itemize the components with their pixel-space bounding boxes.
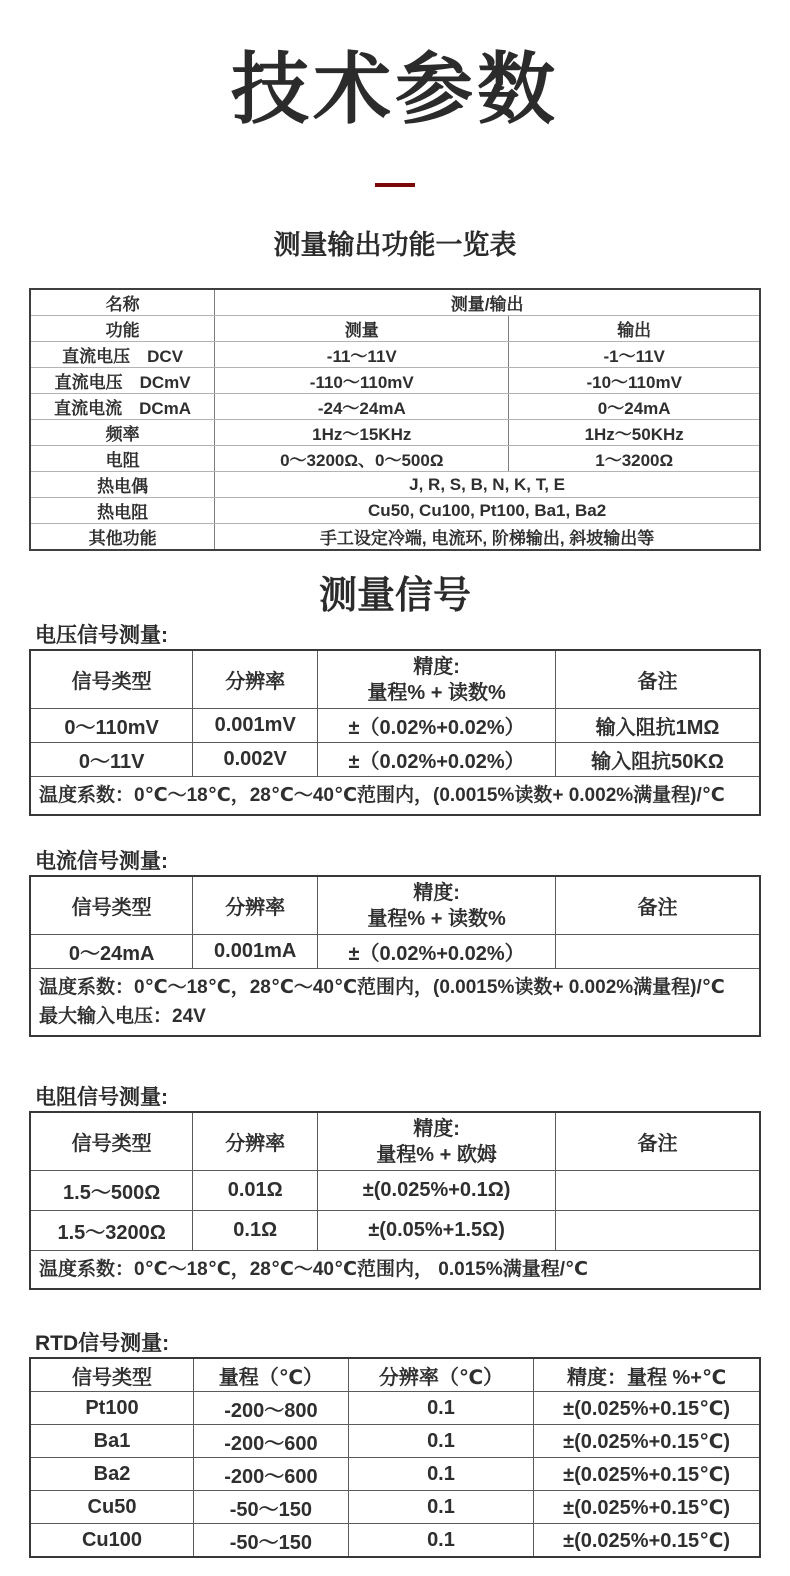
overview-table	[29, 288, 761, 551]
cell-resolution: 0.002V	[193, 743, 318, 777]
header-resolution: 分辨率	[193, 1112, 318, 1171]
header-accuracy-line2: 量程% + 读数%	[367, 907, 506, 930]
cell-signal-type: Pt100	[30, 1392, 194, 1425]
cell-signal-type: 0～11V	[30, 743, 193, 777]
overview-table-title: 测量输出功能一览表	[273, 230, 517, 260]
overview-cell-label: 热电阻	[30, 498, 215, 524]
table-row	[30, 394, 760, 420]
overview-cell-func: 功能	[30, 316, 215, 342]
header-signal-type: 信号类型	[30, 650, 193, 709]
current-table	[29, 875, 761, 1037]
table-row	[30, 446, 760, 472]
header-resolution: 分辨率（℃）	[348, 1358, 533, 1392]
cell-resolution: 0.001mA	[193, 935, 318, 969]
cell-resolution: 0.1	[348, 1491, 533, 1524]
overview-cell-measure: 1Hz～15KHz	[215, 420, 509, 446]
table-row	[30, 316, 760, 342]
overview-cell-label: 直流电压 DCV	[30, 342, 215, 368]
overview-cell-span-value: J, R, S, B, N, K, T, E	[215, 472, 760, 498]
cell-signal-type: 1.5～3200Ω	[30, 1211, 193, 1251]
table-row	[30, 368, 760, 394]
table-row	[30, 1524, 760, 1558]
table-row	[30, 1251, 760, 1290]
cell-accuracy: ±(0.05%+1.5Ω)	[318, 1211, 556, 1251]
footnote-line: 最大输入电压：24V	[39, 1006, 206, 1027]
overview-cell-label: 直流电压 DCmV	[30, 368, 215, 394]
cell-signal-type: 0～24mA	[30, 935, 193, 969]
cell-accuracy: ±（0.02%+0.02%）	[318, 935, 556, 969]
signals-heading: 测量信号	[318, 575, 471, 617]
cell-note: 输入阻抗1MΩ	[556, 709, 760, 743]
overview-cell-output: 0～24mA	[509, 394, 760, 420]
table-footnote	[30, 777, 760, 816]
overview-cell-label: 热电偶	[30, 472, 215, 498]
header-accuracy-line2: 量程% + 欧姆	[376, 1143, 497, 1166]
cell-resolution: 0.1	[348, 1392, 533, 1425]
overview-cell-name: 名称	[30, 289, 215, 316]
table-row	[30, 289, 760, 316]
overview-cell-value: 测量/输出	[215, 289, 760, 316]
table-row	[30, 935, 760, 969]
header-resolution: 分辨率	[193, 650, 318, 709]
red-divider	[375, 183, 415, 187]
overview-cell-label: 直流电流 DCmA	[30, 394, 215, 420]
footnote-line: 温度系数：0℃～18℃，28℃～40℃范围内，(0.0015%读数+ 0.002%满量程)/℃	[39, 785, 725, 806]
voltage-table	[29, 649, 761, 816]
cell-accuracy: ±(0.025%+0.15℃)	[534, 1458, 760, 1491]
header-signal-type: 信号类型	[30, 1358, 194, 1392]
header-signal-type: 信号类型	[30, 1112, 193, 1171]
overview-cell-measure: -24～24mA	[215, 394, 509, 420]
table-row	[30, 420, 760, 446]
table-row	[30, 1171, 760, 1211]
overview-cell-label: 电阻	[30, 446, 215, 472]
table-row	[30, 876, 760, 935]
overview-cell-label: 频率	[30, 420, 215, 446]
header-accuracy-line1: 精度:	[413, 1117, 460, 1140]
header-signal-type: 信号类型	[30, 876, 193, 935]
cell-range: -200～600	[194, 1458, 349, 1491]
header-accuracy-line1: 精度:	[413, 881, 460, 904]
cell-accuracy: ±（0.02%+0.02%）	[318, 709, 556, 743]
header-accuracy-line2: 量程% + 读数%	[367, 681, 506, 704]
table-row	[30, 472, 760, 498]
table-row	[30, 1425, 760, 1458]
table-row	[30, 1211, 760, 1251]
table-row	[30, 342, 760, 368]
cell-resolution: 0.1Ω	[193, 1211, 318, 1251]
cell-accuracy: ±(0.025%+0.15℃)	[534, 1491, 760, 1524]
resistance-section-label: 电阻信号测量:	[35, 1086, 168, 1109]
header-accuracy	[318, 876, 556, 935]
header-note: 备注	[556, 876, 760, 935]
cell-accuracy: ±(0.025%+0.15℃)	[534, 1524, 760, 1558]
cell-note	[556, 935, 760, 969]
header-accuracy	[318, 650, 556, 709]
header-range: 量程（℃）	[194, 1358, 349, 1392]
cell-range: -200～800	[194, 1392, 349, 1425]
cell-accuracy: ±(0.025%+0.15℃)	[534, 1392, 760, 1425]
cell-accuracy: ±(0.025%+0.15℃)	[534, 1425, 760, 1458]
overview-cell-output: 1～3200Ω	[509, 446, 760, 472]
table-row	[30, 1358, 760, 1392]
overview-cell-label: 其他功能	[30, 524, 215, 551]
cell-signal-type: 1.5～500Ω	[30, 1171, 193, 1211]
rtd-table	[29, 1357, 761, 1558]
cell-signal-type: Ba2	[30, 1458, 194, 1491]
table-row	[30, 709, 760, 743]
overview-cell-span-value: Cu50, Cu100, Pt100, Ba1, Ba2	[215, 498, 760, 524]
overview-cell-measure-header: 测量	[215, 316, 509, 342]
table-row	[30, 1392, 760, 1425]
cell-resolution: 0.1	[348, 1524, 533, 1558]
overview-cell-output: -1～11V	[509, 342, 760, 368]
cell-resolution: 0.1	[348, 1458, 533, 1491]
cell-signal-type: Cu100	[30, 1524, 194, 1558]
overview-cell-span-value: 手工设定冷端, 电流环, 阶梯输出, 斜坡输出等	[215, 524, 760, 551]
overview-cell-measure: -11～11V	[215, 342, 509, 368]
header-accuracy-line1: 精度:	[413, 655, 460, 678]
table-footnote	[30, 969, 760, 1037]
header-resolution: 分辨率	[193, 876, 318, 935]
rtd-section-label: RTD信号测量:	[35, 1332, 170, 1355]
header-note: 备注	[556, 650, 760, 709]
overview-cell-output: -10～110mV	[509, 368, 760, 394]
cell-range: -200～600	[194, 1425, 349, 1458]
overview-cell-output: 1Hz～50KHz	[509, 420, 760, 446]
cell-resolution: 0.01Ω	[193, 1171, 318, 1211]
footnote-line: 温度系数：0℃～18℃，28℃～40℃范围内，(0.0015%读数+ 0.002%满量程)/℃	[39, 977, 725, 998]
table-row	[30, 777, 760, 816]
table-row	[30, 743, 760, 777]
table-row	[30, 650, 760, 709]
cell-signal-type: Ba1	[30, 1425, 194, 1458]
cell-note: 输入阻抗50KΩ	[556, 743, 760, 777]
table-footnote	[30, 1251, 760, 1290]
voltage-section-label: 电压信号测量:	[35, 624, 168, 647]
overview-cell-output-header: 输出	[509, 316, 760, 342]
header-note: 备注	[556, 1112, 760, 1171]
cell-accuracy: ±（0.02%+0.02%）	[318, 743, 556, 777]
overview-cell-measure: -110～110mV	[215, 368, 509, 394]
header-accuracy: 精度：量程 %+℃	[534, 1358, 760, 1392]
page-title: 技术参数	[230, 45, 559, 133]
cell-range: -50～150	[194, 1491, 349, 1524]
table-row	[30, 498, 760, 524]
header-accuracy	[318, 1112, 556, 1171]
cell-resolution: 0.1	[348, 1425, 533, 1458]
cell-resolution: 0.001mV	[193, 709, 318, 743]
cell-signal-type: 0～110mV	[30, 709, 193, 743]
cell-accuracy: ±(0.025%+0.1Ω)	[318, 1171, 556, 1211]
table-row	[30, 1491, 760, 1524]
table-row	[30, 969, 760, 1037]
resistance-table	[29, 1111, 761, 1290]
cell-note	[556, 1171, 760, 1211]
cell-range: -50～150	[194, 1524, 349, 1558]
overview-cell-measure: 0～3200Ω、0～500Ω	[215, 446, 509, 472]
table-row	[30, 1112, 760, 1171]
cell-signal-type: Cu50	[30, 1491, 194, 1524]
footnote-line: 温度系数：0℃～18℃，28℃～40℃范围内， 0.015%满量程/℃	[39, 1259, 589, 1280]
current-section-label: 电流信号测量:	[35, 850, 168, 873]
table-row	[30, 524, 760, 551]
cell-note	[556, 1211, 760, 1251]
table-row	[30, 1458, 760, 1491]
